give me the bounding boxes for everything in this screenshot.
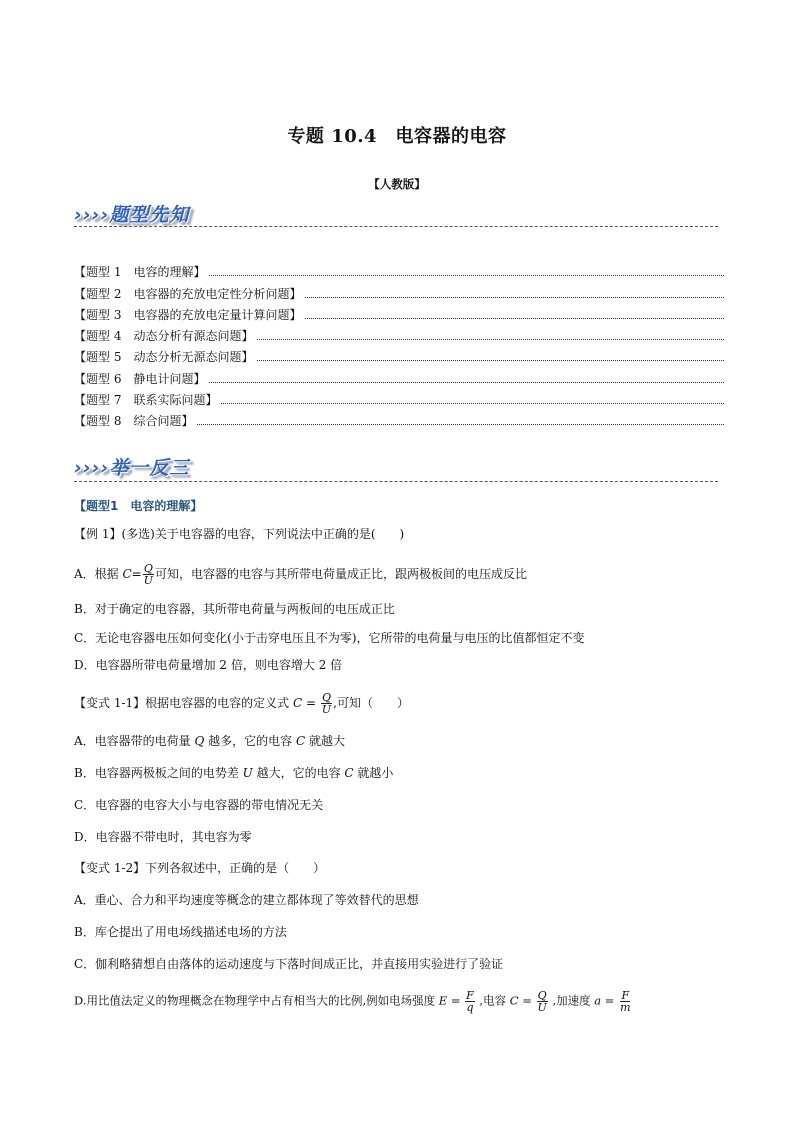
toc-leader-dots xyxy=(209,275,724,276)
variant-1-2-option-a: A．重心、合力和平均速度等概念的建立都体现了等效替代的思想 xyxy=(74,893,419,907)
fraction-denominator: m xyxy=(620,1001,631,1014)
var-e: E xyxy=(438,993,448,1008)
option-text: D.用比值法定义的物理概念在物理学中占有相当大的比例,例如电场强度 xyxy=(74,993,439,1008)
toc-leader-dots xyxy=(305,297,724,298)
toc-item[interactable] xyxy=(74,387,726,408)
toc-leader-dots xyxy=(257,360,724,361)
toc-item-label: 【题型 6 静电计问题】 xyxy=(74,371,206,386)
toc-item-label: 【题型 2 电容器的充放电定性分析问题】 xyxy=(74,286,302,301)
option-a-prefix: A．根据 xyxy=(74,567,123,581)
variant-1-2-stem: 【变式 1-2】下列各叙述中，正确的是（ ） xyxy=(74,861,326,875)
page-title: 专题 10.4 电容器的电容 xyxy=(287,126,507,147)
fraction-q-over-u xyxy=(143,563,154,586)
variant-1-1-option-d: D．电容器不带电时，其电容为零 xyxy=(74,830,252,844)
var-a: a xyxy=(594,993,602,1008)
toc-item[interactable] xyxy=(74,280,726,301)
fraction-f-over-q xyxy=(465,990,475,1013)
example-1-option-a xyxy=(74,563,734,586)
toc-item-label: 【题型 7 联系实际问题】 xyxy=(74,393,218,408)
toc-item-label: 【题型 3 电容器的充放电定量计算问题】 xyxy=(74,307,302,322)
example-1-stem: 【例 1】(多选)关于电容器的电容，下列说法中正确的是( ) xyxy=(74,527,405,541)
fraction-denominator: U xyxy=(537,1001,547,1014)
toc-item-label: 【题型 1 电容的理解】 xyxy=(74,265,206,280)
variant-1-1-option-c: C．电容器的电容大小与电容器的带电情况无关 xyxy=(74,798,324,812)
stem-suffix: ,可知（ ） xyxy=(333,696,409,710)
var-c: C xyxy=(295,734,306,748)
toc-item[interactable] xyxy=(74,365,726,386)
var-c: C xyxy=(509,993,519,1008)
edition-label: 【人教版】 xyxy=(368,177,426,191)
fraction-numerator: Q xyxy=(537,989,547,1002)
option-text: 就越小 xyxy=(353,766,394,780)
toc-item[interactable] xyxy=(74,408,726,429)
toc-leader-dots xyxy=(221,403,724,404)
variant-1-1-option-b xyxy=(74,764,734,782)
option-text: B．电容器两极板之间的电势差 xyxy=(74,766,243,780)
variant-1-2-option-b: B．库仑提出了用电场线描述电场的方法 xyxy=(74,925,287,939)
variant-1-2-option-c: C．伽利略猜想自由落体的运动速度与下落时间成正比，并直接用实验进行了验证 xyxy=(74,957,504,971)
option-text: 越多，它的电容 xyxy=(204,734,296,748)
variant-1-1-option-a xyxy=(74,732,734,750)
example-1-option-c: C．无论电容器电压如何变化(小于击穿电压且不为零)，它所带的电荷量与电压的比值都恒定不变 xyxy=(74,631,585,645)
fraction-numerator: Q xyxy=(321,691,331,704)
formula-equals: = xyxy=(447,993,465,1008)
option-text: A．电容器带的电荷量 xyxy=(74,734,195,748)
formula-var-c: C xyxy=(122,567,132,581)
var-c: C xyxy=(344,766,354,780)
divider xyxy=(74,226,718,227)
formula-equals: = xyxy=(601,993,619,1008)
divider xyxy=(74,481,718,482)
fraction-numerator: F xyxy=(466,989,474,1002)
fraction-q-over-u xyxy=(537,990,548,1013)
toc-item[interactable] xyxy=(74,302,726,323)
banner-practice xyxy=(74,452,189,480)
fraction-denominator: U xyxy=(143,574,154,587)
toc-item-label: 【题型 4 动态分析有源态问题】 xyxy=(74,329,254,344)
option-text: ,电容 xyxy=(475,993,510,1008)
variant-1-2-option-d xyxy=(74,990,734,1013)
toc-item-label: 【题型 8 综合问题】 xyxy=(74,414,194,429)
toc-leader-dots xyxy=(197,424,724,425)
formula-var-c: C xyxy=(292,696,303,710)
fraction-f-over-m xyxy=(619,990,631,1013)
toc-item[interactable] xyxy=(74,259,726,280)
option-text: ,加速度 xyxy=(548,993,595,1008)
toc-leader-dots xyxy=(305,318,724,319)
toc-leader-dots xyxy=(257,339,724,340)
toc-item[interactable] xyxy=(74,344,726,365)
example-1-option-b: B．对于确定的电容器，其所带电荷量与两板间的电压成正比 xyxy=(74,602,395,616)
variant-1-1-stem xyxy=(74,692,734,715)
var-q: Q xyxy=(194,734,205,748)
banner-question-types xyxy=(74,199,189,227)
toc-leader-dots xyxy=(209,382,724,383)
table-of-contents xyxy=(74,259,726,429)
formula-equals: = xyxy=(518,993,536,1008)
stem-prefix: 【变式 1-1】根据电容器的电容的定义式 xyxy=(74,696,293,710)
option-text: 越大，它的电容 xyxy=(252,766,345,780)
section-heading: 【题型1 电容的理解】 xyxy=(74,499,203,513)
fraction-denominator: U xyxy=(321,703,332,716)
toc-item-label: 【题型 5 动态分析无源态问题】 xyxy=(74,350,254,365)
banner-question-types-text: ››››题型先知 xyxy=(74,203,190,226)
option-a-rest: 可知，电容器的电容与其所带电荷量成正比，跟两极板间的电压成反比 xyxy=(155,567,528,581)
fraction-denominator: q xyxy=(466,1001,474,1014)
example-1-option-d: D．电容器所带电荷量增加 2 倍，则电容增大 2 倍 xyxy=(74,658,343,672)
var-u: U xyxy=(242,766,253,780)
formula-equals: = xyxy=(302,696,320,710)
fraction-numerator: F xyxy=(621,989,630,1002)
fraction-numerator: Q xyxy=(143,562,153,575)
banner-practice-text: ››››举一反三 xyxy=(74,456,190,479)
option-text: 就越大 xyxy=(305,734,345,748)
toc-item[interactable] xyxy=(74,323,726,344)
fraction-q-over-u xyxy=(321,692,332,715)
formula-equals: = xyxy=(131,567,142,581)
